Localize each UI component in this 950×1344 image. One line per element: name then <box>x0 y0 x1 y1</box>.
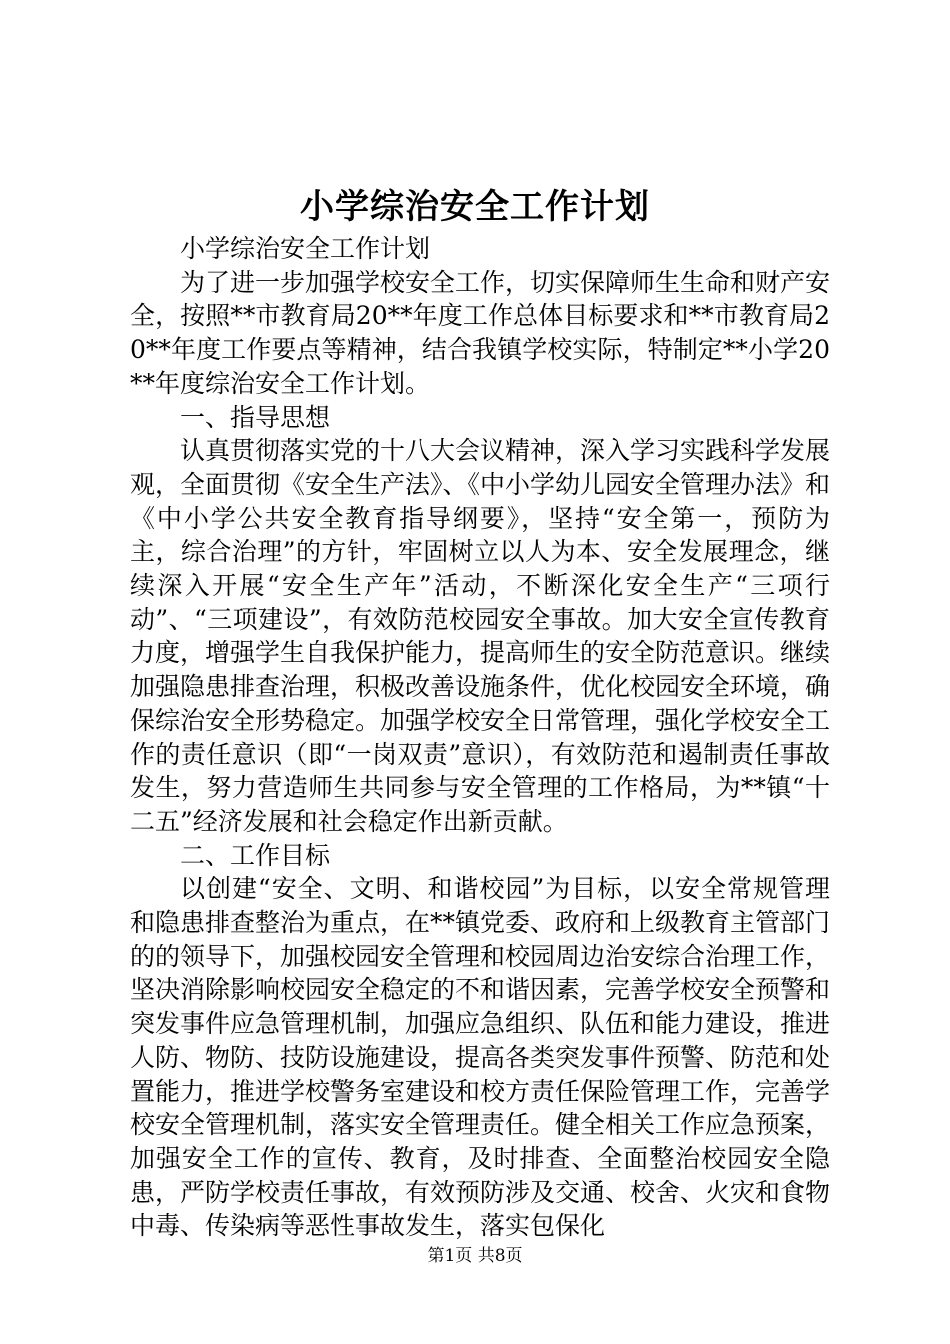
body-paragraph: 小学综治安全工作计划 <box>180 234 431 263</box>
document-body <box>130 232 830 1243</box>
body-paragraph: 为了进一步加强学校安全工作，切实保障师生生命和财产安全，按照**市教育局20**年度工作总体目标要求和**市教育局20**年度工作要点等精神，结合我镇学校实际，特制定**小学20**年度综治安全工作计划。 <box>130 267 831 398</box>
body-paragraph: 认真贯彻落实党的十八大会议精神，深入学习实践科学发展观，全面贯彻《安全生产法》、《中小学幼儿园安全管理办法》和《中小学公共安全教育指导纲要》，坚持“安全第一，预防为主，综合治理”的方针，牢固树立以人为本、安全发展理念，继续深入开展“安全生产年”活动，不断深化安全生产“三项行动”、“三项建设”，有效防范校园安全事故。加大安全宣传教育力度，增强学生自我保护能力，提高师生的安全防范意识。继续加强隐患排查治理，积极改善设施条件，优化校园安全环境，确保综治安全形势稳定。加强学校安全日常管理，强化学校安全工作的责任意识（即“一岗双责”意识），有效防范和遏制责任事故发生，努力营造师生共同参与安全管理的工作格局，为**镇“十二五”经济发展和社会稳定作出新贡献。 <box>130 436 831 836</box>
document-title: 小学综治安全工作计划 <box>300 187 650 227</box>
section-heading: 二、工作目标 <box>180 840 331 870</box>
section-heading: 一、指导思想 <box>180 402 331 432</box>
body-paragraph: 以创建“安全、文明、和谐校园”为目标，以安全常规管理和隐患排查整治为重点，在**镇党委、政府和上级教育主管部门的的领导下，加强校园安全管理和校园周边治安综合治理工作，坚决消除影响校园安全稳定的不和谐因素，完善学校安全预警和突发事件应急管理机制，加强应急组织、队伍和能力建设，推进人防、物防、技防设施建设，提高各类突发事件预警、防范和处置能力，推进学校警务室建设和校方责任保险管理工作，完善学校安全管理机制，落实安全管理责任。健全相关工作应急预案，加强安全工作的宣传、教育，及时排查、全面整治校园安全隐患，严防学校责任事故，有效预防涉及交通、校舍、火灾和食物中毒、传染病等恶性事故发生，落实包保化 <box>130 874 831 1241</box>
page-footer: 第1页 共8页 <box>427 1246 523 1266</box>
